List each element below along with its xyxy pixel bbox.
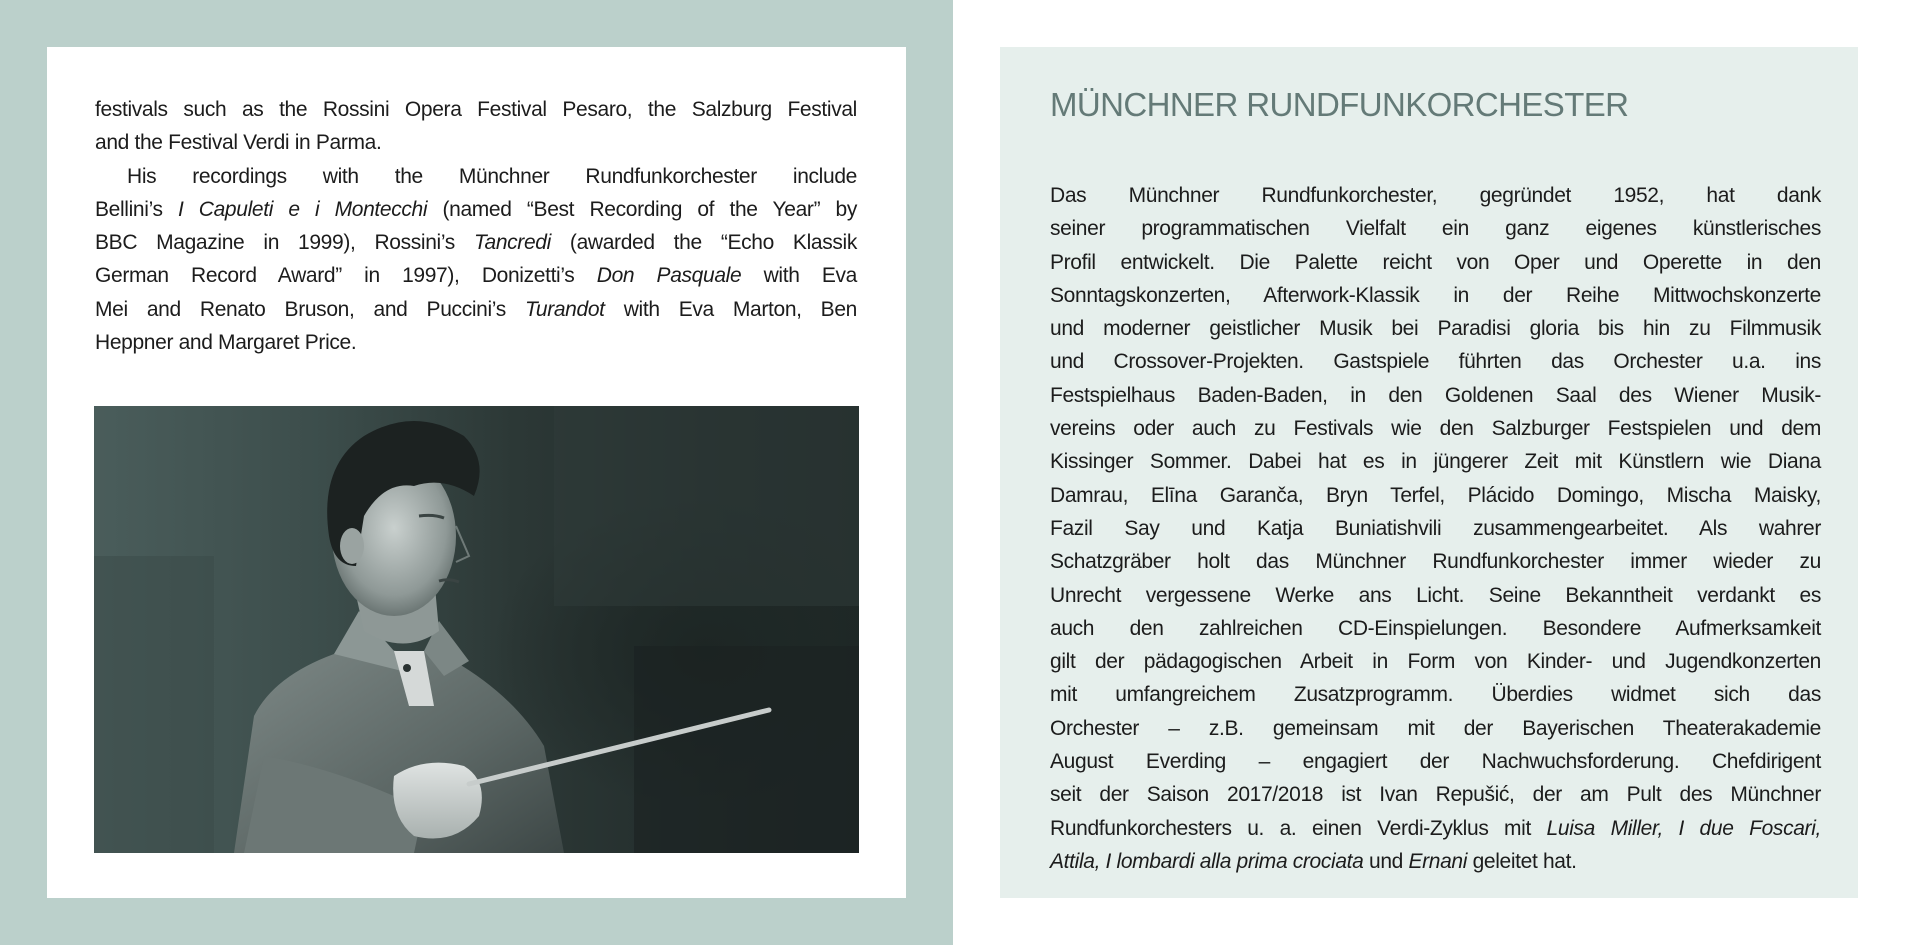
text-line <box>95 326 857 359</box>
left-page <box>47 47 906 898</box>
text-line <box>1050 812 1821 845</box>
left-page-text <box>95 93 857 359</box>
right-page <box>1000 47 1858 898</box>
text-line <box>1050 678 1821 711</box>
text-line <box>1050 745 1821 778</box>
text-line <box>1050 845 1821 878</box>
text-run: Heppner and Margaret Price. <box>95 331 357 355</box>
text-run: und Crossover-Projekten. Gastspiele führten das Orchester u.a. ins <box>1050 350 1821 374</box>
text-run: gilt der pädagogischen Arbeit in Form von Kinder- und Jugendkonzerten <box>1050 650 1821 674</box>
text-run: Bellini’s <box>95 197 178 221</box>
text-run: mit umfangreichem Zusatzprogramm. Überdies widmet sich das <box>1050 683 1821 707</box>
text-run: Orchester – z.B. gemeinsam mit der Bayerischen Theaterakademie <box>1050 716 1821 740</box>
text-line <box>1050 246 1821 279</box>
text-run: vereins oder auch zu Festivals wie den Salzburger Festspielen und dem <box>1050 417 1821 441</box>
text-line <box>1050 612 1821 645</box>
text-line <box>1050 445 1821 478</box>
text-line <box>1050 512 1821 545</box>
text-line <box>1050 312 1821 345</box>
section-heading: MÜNCHNER RUNDFUNKORCHESTER <box>1050 86 1629 123</box>
text-line <box>1050 579 1821 612</box>
text-run: Festspielhaus Baden-Baden, in den Goldenen Saal des Wiener Musik- <box>1050 383 1821 407</box>
text-line <box>1050 212 1821 245</box>
italic-title: Turandot <box>524 297 605 321</box>
text-line <box>95 193 857 226</box>
conductor-photo-illustration <box>94 406 859 853</box>
italic-title: Luisa Miller, I due Foscari, <box>1546 816 1821 840</box>
italic-title: I Capuleti e i Montecchi <box>177 197 428 221</box>
italic-title: Tancredi <box>473 231 551 255</box>
text-line <box>1050 712 1821 745</box>
text-run: und <box>1363 849 1409 873</box>
text-run: Rundfunkorchesters u. a. einen Verdi-Zyklus mit <box>1050 816 1547 840</box>
text-run: geleitet hat. <box>1467 849 1577 873</box>
text-run: His recordings with the Münchner Rundfunkorchester include <box>127 164 857 188</box>
text-run: Fazil Say und Katja Buniatishvili zusammengearbeitet. Als wahrer <box>1050 516 1821 540</box>
text-run: seit der Saison 2017/2018 ist Ivan Repušić, der am Pult des Münchner <box>1050 783 1821 807</box>
text-line <box>1050 479 1821 512</box>
text-run: Unrecht vergessene Werke ans Licht. Seine Bekanntheit verdankt es <box>1050 583 1821 607</box>
text-line <box>95 93 857 126</box>
text-run: German Record Award” in 1997), Donizetti’s <box>95 264 597 288</box>
text-run: Sonntagskonzerten, Afterwork-Klassik in der Reihe Mittwochskonzerte <box>1050 283 1821 307</box>
text-run: August Everding – engagiert der Nachwuchsforderung. Chefdirigent <box>1050 750 1821 774</box>
text-line <box>95 293 857 326</box>
text-line <box>1050 778 1821 811</box>
text-run: Damrau, Elīna Garanča, Bryn Terfel, Plácido Domingo, Mischa Maisky, <box>1050 483 1821 507</box>
text-run: festivals such as the Rossini Opera Festival Pesaro, the Salzburg Festival <box>95 98 857 121</box>
text-run: and the Festival Verdi in Parma. <box>95 131 382 155</box>
text-run: (named “Best Recording of the Year” by <box>427 197 858 221</box>
text-line <box>1050 279 1821 312</box>
text-run: Schatzgräber holt das Münchner Rundfunkorchester immer wieder zu <box>1050 550 1821 574</box>
text-line <box>1050 545 1821 578</box>
text-run: Kissinger Sommer. Dabei hat es in jüngerer Zeit mit Künstlern wie Diana <box>1050 450 1821 474</box>
text-line <box>1050 345 1821 378</box>
conductor-photo <box>94 406 859 853</box>
text-run: Mei and Renato Bruson, and Puccini’s <box>95 297 525 321</box>
text-run: with Eva Marton, Ben <box>604 297 858 321</box>
text-line <box>1050 645 1821 678</box>
text-line <box>1050 179 1821 212</box>
text-run: with Eva <box>741 264 857 288</box>
right-page-text <box>1050 179 1821 878</box>
italic-title: Don Pasquale <box>596 264 742 288</box>
text-line <box>95 259 857 292</box>
text-line <box>95 226 857 259</box>
text-line <box>95 160 857 193</box>
text-run: Das Münchner Rundfunkorchester, gegründet 1952, hat dank <box>1050 184 1821 207</box>
text-run: BBC Magazine in 1999), Rossini’s <box>95 231 474 255</box>
italic-title: Ernani <box>1408 849 1468 873</box>
text-run: seiner programmatischen Vielfalt ein ganz eigenes künstlerisches <box>1050 217 1821 241</box>
italic-title: Attila, I lombardi alla prima crociata <box>1050 849 1364 873</box>
text-run: Profil entwickelt. Die Palette reicht von Oper und Operette in den <box>1050 250 1821 274</box>
text-run: und moderner geistlicher Musik bei Paradisi gloria bis hin zu Filmmusik <box>1050 317 1821 341</box>
text-line <box>1050 379 1821 412</box>
text-run: auch den zahlreichen CD-Einspielungen. Besondere Aufmerksamkeit <box>1050 616 1821 640</box>
text-run: (awarded the “Echo Klassik <box>550 231 857 255</box>
text-line <box>95 126 857 159</box>
text-line <box>1050 412 1821 445</box>
